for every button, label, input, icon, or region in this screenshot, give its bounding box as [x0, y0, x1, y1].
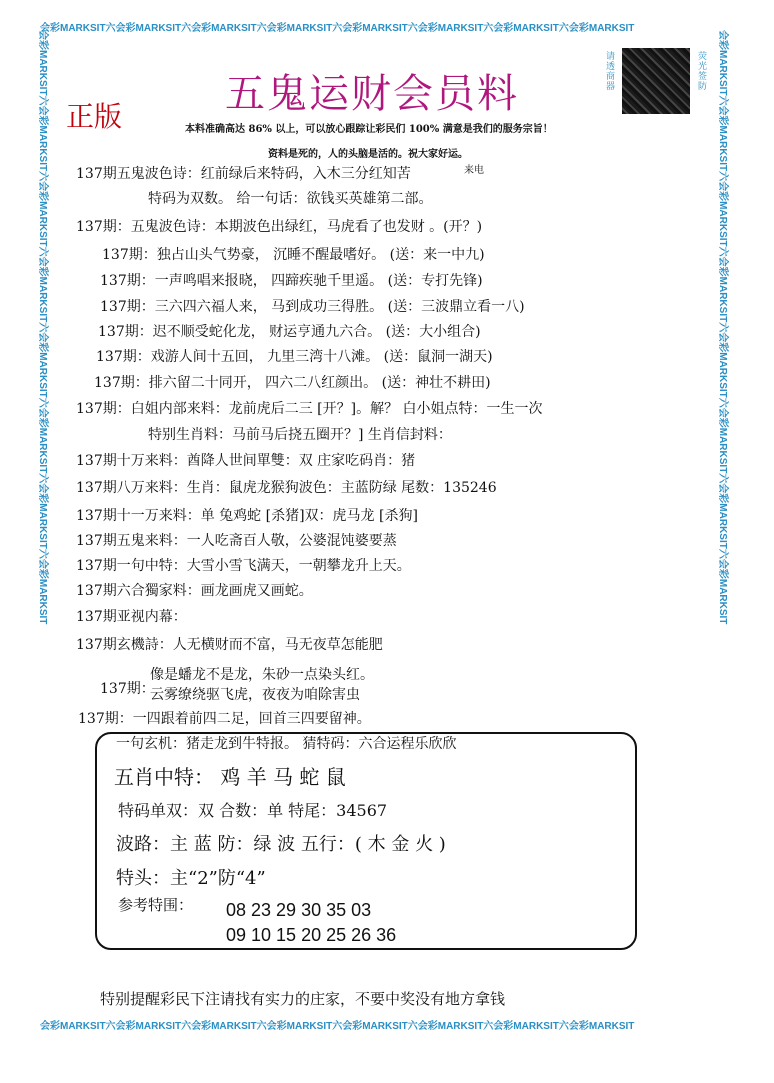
line-yunwu: 云雾缭绕驱飞虎，夜夜为咱除害虫: [150, 687, 360, 703]
box-bolu: 波路：主 蓝 防：绿 波 五行：( 木 金 火 ): [116, 834, 446, 855]
top-watermark-border: 会彩MARKSIT六会彩MARKSIT六会彩MARKSIT六会彩MARKSIT六会彩MARKSIT六会彩MARKSIT六会彩MARKSIT六会彩MARKSIT: [40, 23, 635, 34]
box-tewei-label: 参考特围：: [118, 896, 194, 914]
qr-left-label: 请透商器: [606, 52, 616, 92]
box-wuxiao: 五肖中特： 鸡 羊 马 蛇 鼠: [114, 765, 346, 789]
right-watermark-text: 会彩MARKSIT六会彩MARKSIT六会彩MARKSIT六会彩MARKSIT六会彩MARKSIT六会彩MARKSIT六会彩MARKSIT六会彩MARKSIT: [717, 30, 728, 625]
line-bose-poem: 137期：五鬼波色诗：本期波色出绿红，马虎看了也发财 。(开？): [76, 219, 483, 235]
line-tema-even: 特码为双数。 给一句话：欲钱买英雄第二部。: [148, 191, 433, 207]
line-shiyiwan: 137期十一万来料：单 兔鸡蛇 [杀猪]双：虎马龙 [杀狗]: [76, 508, 418, 524]
qr-right-label: 荧光签防: [698, 52, 708, 92]
slogan-line-1: 本料准确高达 86% 以上，可以放心跟踪让彩民们 100% 满意是我们的服务宗旨！: [185, 124, 553, 135]
right-watermark-border: [716, 30, 730, 1020]
page-title: 五鬼运财会员料: [225, 71, 519, 117]
edition-stamp: 正版: [66, 100, 123, 133]
line-wugui-poem: 137期五鬼波色诗：红前绿后来特码，入木三分红知苦: [76, 166, 411, 182]
line-baijie: 137期：白姐内部来料：龙前虎后二三 [开？]。解？ 白小姐点特：一生一次: [76, 401, 543, 417]
bottom-watermark-border: 会彩MARKSIT六会彩MARKSIT六会彩MARKSIT六会彩MARKSIT六会彩MARKSIT六会彩MARKSIT六会彩MARKSIT六会彩MARKSIT: [40, 1021, 635, 1032]
line-yiju: 137期一句中特：大雪小雪飞满天，一朝攀龙升上天。: [76, 558, 411, 574]
line-137-label: 137期：: [100, 681, 155, 697]
box-tetou: 特头：主“2”防“4”: [116, 868, 266, 889]
line-verse-4: 137期：迟不顺受蛇化龙， 财运亨通九六合。 (送：大小组合): [98, 324, 481, 340]
line-liuhe: 137期六合獨家料：画龙画虎又画蛇。: [76, 583, 313, 599]
line-shiwan: 137期十万来料：酋降人世间單雙：双 庄家吃码肖：猪: [76, 453, 416, 469]
qr-code-image: [622, 48, 690, 114]
slogan-line-2: 资料是死的，人的头脑是活的。祝大家好运。: [268, 149, 468, 160]
left-watermark-text: 会彩MARKSIT六会彩MARKSIT六会彩MARKSIT六会彩MARKSIT六会彩MARKSIT六会彩MARKSIT六会彩MARKSIT六会彩MARKSIT: [37, 30, 48, 625]
line-wugui-liao: 137期五鬼来料：一人吃斋百人敬，公婆混饨婆要蒸: [76, 533, 397, 549]
box-tewei-row2: 09 10 15 20 25 26 36: [226, 925, 397, 945]
box-danshuang: 特码单双：双 合数：单 特尾：34567: [118, 801, 388, 820]
line-panlong: 像是蟠龙不是龙，朱砂一点染头红。: [150, 667, 374, 683]
line-verse-1: 137期：独占山头气势豪， 沉睡不醒最嗜好。 (送：来一中九): [102, 247, 485, 263]
line-verse-3: 137期：三六四六福人来， 马到成功三得胜。 (送：三波鼎立看一八): [100, 299, 525, 315]
box-tewei-row1: 08 23 29 30 35 03: [226, 900, 372, 920]
line-bawan: 137期八万来料：生肖：鼠虎龙猴狗波色：主蓝防绿 尾数：135246: [76, 480, 497, 496]
line-laidian: 来电: [464, 165, 484, 176]
footer-warning: 特别提醒彩民下注请找有实力的庄家，不要中奖没有地方拿钱: [100, 990, 506, 1008]
line-verse-2: 137期：一声鸣唱来报晓， 四蹄疾驰千里遥。 (送：专打先锋): [100, 273, 483, 289]
line-verse-5: 137期：戏游人间十五回， 九里三湾十八滩。 (送：鼠洞一湖天): [96, 349, 493, 365]
box-xuanji: 一句玄机：猪走龙到牛特报。 猜特码：六合运程乐欣欣: [116, 736, 457, 752]
line-yashi: 137期亚视内幕：: [76, 609, 187, 625]
line-verse-6: 137期：排六留二十同开， 四六二八红颜出。 (送：神壮不耕田): [94, 375, 491, 391]
line-xuanji: 137期玄機詩：人无横财而不富，马无夜草怎能肥: [76, 637, 383, 653]
left-watermark-border: [36, 30, 50, 1020]
line-yisi: 137期：一四跟着前四二足，回首三四要留神。: [78, 711, 371, 727]
line-shengxiao: 特别生肖料：马前马后挠五圈开？] 生肖信封料：: [148, 427, 452, 443]
